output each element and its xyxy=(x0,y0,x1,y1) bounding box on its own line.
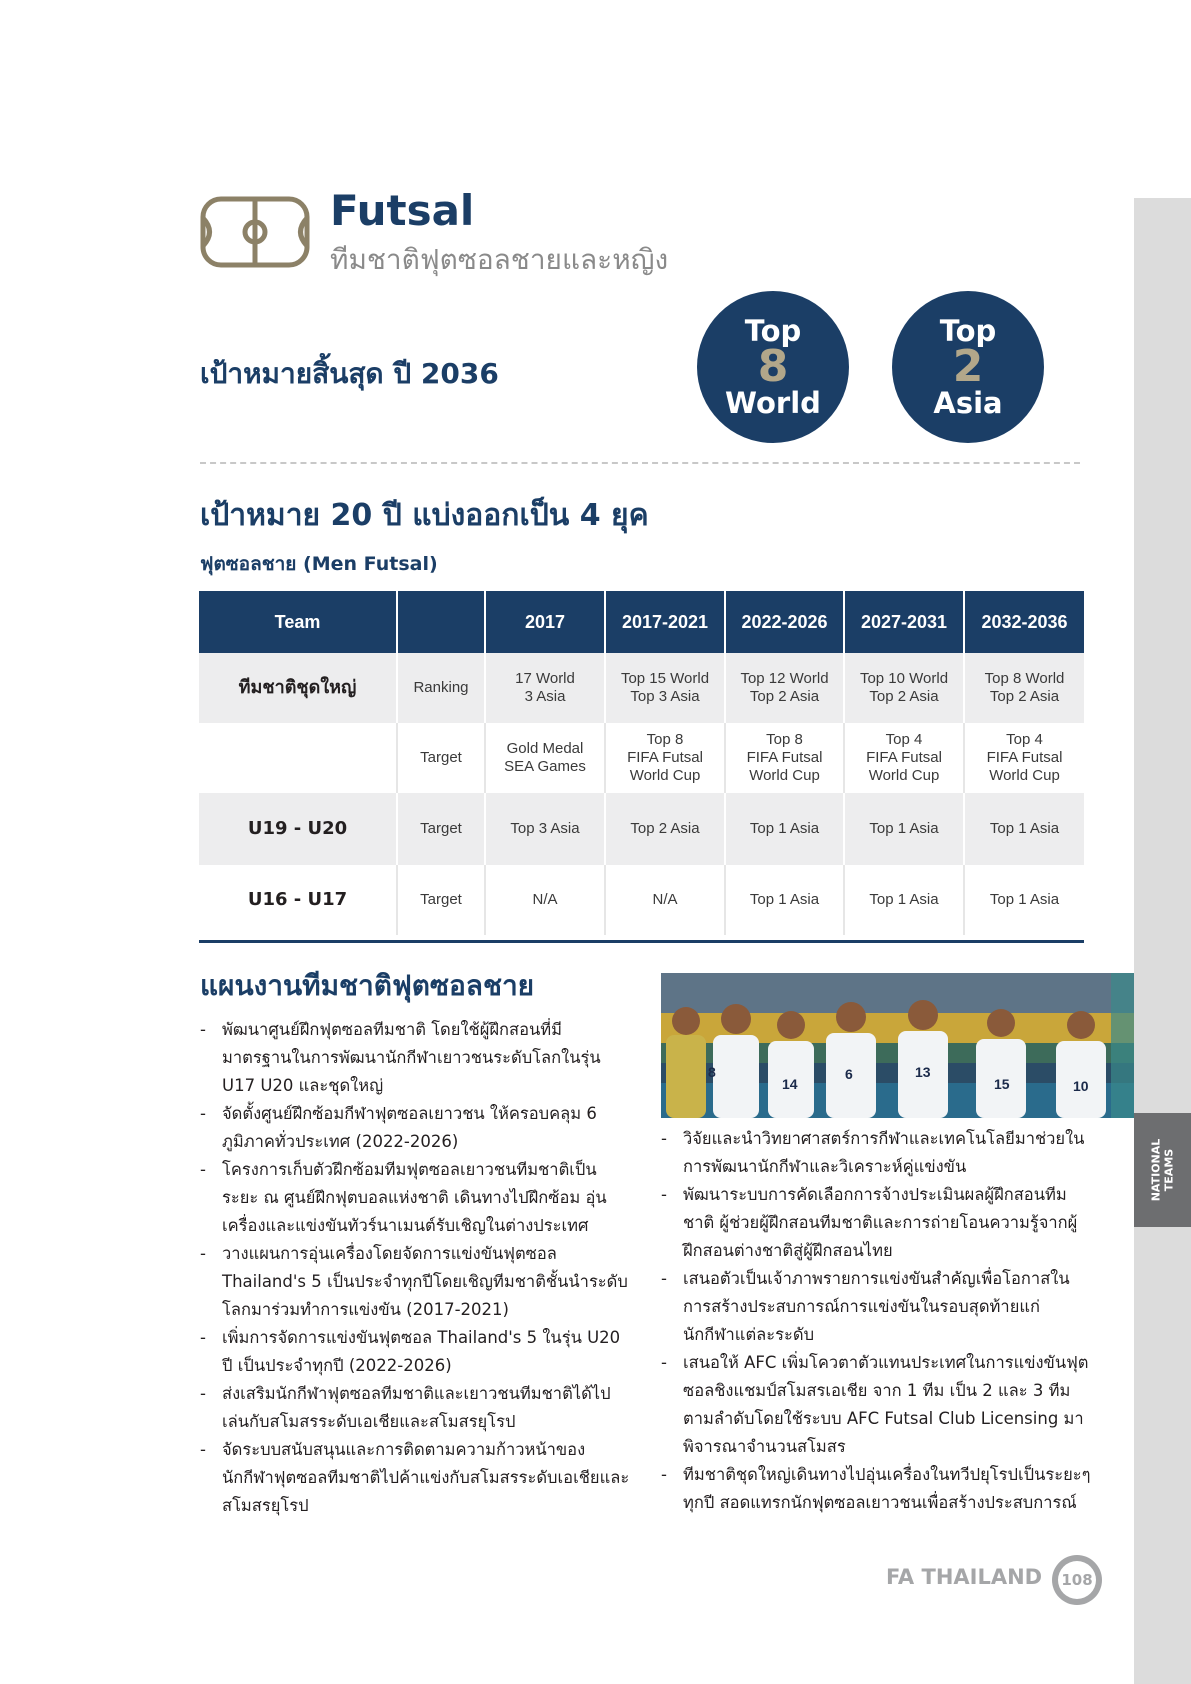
table-cell: N/A xyxy=(485,865,605,935)
table-cell: Top 12 World Top 2 Asia xyxy=(725,653,844,723)
list-item: - จัดตั้งศูนย์ฝึกซ้อมกีฬาฟุตซอลเยาวชน ให้ครอบคลุม 6 ภูมิภาคทั่วประเทศ (2022-2026) xyxy=(200,1100,630,1156)
list-item: - ทีมชาติชุดใหญ่เดินทางไปอุ่นเครื่องในทวีปยุโรปเป็นระยะๆ ทุกปี สอดแทรกนักฟุตซอลเยาวชนเพื่อสร้างประสบการณ์ xyxy=(661,1461,1091,1517)
table-header-row xyxy=(199,591,1084,653)
list-item: - โครงการเก็บตัวฝึกซ้อมทีมฟุตซอลเยาวชนทีมชาติเป็นระยะ ณ ศูนย์ฝึกฟุตบอลแห่งชาติ เดินทางไปฝึกซ้อม อุ่นเครื่องและแข่งขันทัวร์นาเมนต์รับเชิญในต่างประเทศ xyxy=(200,1156,630,1240)
table-cell: Top 1 Asia xyxy=(844,793,964,865)
section-divider xyxy=(200,462,1080,464)
table-cell: N/A xyxy=(605,865,725,935)
table-cell: Top 15 World Top 3 Asia xyxy=(605,653,725,723)
jersey-number: 6 xyxy=(845,1066,853,1082)
badge-bottom-label: Asia xyxy=(933,386,1003,420)
table-header-cell xyxy=(397,591,485,653)
type-cell: Target xyxy=(397,865,485,935)
plan-list-left xyxy=(200,1016,630,1520)
table-cell: Top 1 Asia xyxy=(725,865,844,935)
section-side-tab xyxy=(1134,1113,1191,1227)
page-number: 108 xyxy=(1058,1561,1096,1599)
badge-bottom-label: World xyxy=(725,386,821,420)
page-number-badge xyxy=(1052,1555,1102,1605)
table-header-cell: 2017 xyxy=(485,591,605,653)
table-row xyxy=(199,653,1084,723)
footer-brand-logo: FA THAILAND xyxy=(886,1565,1043,1589)
table-row xyxy=(199,793,1084,865)
badge-number: 2 xyxy=(952,341,984,392)
table-cell: Top 3 Asia xyxy=(485,793,605,865)
badge-number: 8 xyxy=(757,341,789,392)
futsal-court-icon xyxy=(200,196,310,268)
list-item: - พัฒนาระบบการคัดเลือกการจ้างประเมินผลผู้ฝึกสอนทีมชาติ ผู้ช่วยผู้ฝึกสอนทีมชาติและการถ่ายโอนความรู้จากผู้ฝึกสอนต่างชาติสู่ผู้ฝึกสอนไทย xyxy=(661,1181,1091,1265)
table-header-cell: 2017-2021 xyxy=(605,591,725,653)
team-cell xyxy=(199,723,397,793)
section-heading: เป้าหมาย 20 ปี แบ่งออกเป็น 4 ยุค xyxy=(200,498,649,533)
plan-list-right xyxy=(661,1125,1091,1517)
jersey-number: 14 xyxy=(782,1076,798,1092)
table-cell: 17 World 3 Asia xyxy=(485,653,605,723)
table-cell: Gold Medal SEA Games xyxy=(485,723,605,793)
table-row xyxy=(199,865,1084,935)
side-tab-label: NATIONAL TEAMS xyxy=(1149,1138,1176,1202)
table-cell: Top 1 Asia xyxy=(964,865,1084,935)
goal-badge-asia xyxy=(892,291,1044,443)
list-item: - จัดระบบสนับสนุนและการติดตามความก้าวหน้าของนักกีฬาฟุตซอลทีมชาติไปค้าแข่งกับสโมสรระดับเอเชียและสโมสรยุโรป xyxy=(200,1436,630,1520)
table-header-cell: 2032-2036 xyxy=(964,591,1084,653)
team-cell: ทีมชาติชุดใหญ่ xyxy=(199,653,397,723)
plan-heading: แผนงานทีมชาติฟุตซอลชาย xyxy=(200,969,535,1002)
table-cell: Top 1 Asia xyxy=(964,793,1084,865)
table-header-cell: 2027-2031 xyxy=(844,591,964,653)
jersey-number: 10 xyxy=(1073,1078,1089,1094)
team-photo xyxy=(661,973,1134,1118)
goal-heading: เป้าหมายสิ้นสุด ปี 2036 xyxy=(200,357,499,390)
table-row xyxy=(199,723,1084,793)
table-cell: Top 4 FIFA Futsal World Cup xyxy=(964,723,1084,793)
table-bottom-rule xyxy=(199,940,1084,943)
list-item: - วิจัยและนำวิทยาศาสตร์การกีฬาและเทคโนโลยีมาช่วยในการพัฒนานักกีฬาและวิเคราะห์คู่แข่งขัน xyxy=(661,1125,1091,1181)
table-header-cell: Team xyxy=(199,591,397,653)
table-cell: Top 4 FIFA Futsal World Cup xyxy=(844,723,964,793)
list-item: - เสนอให้ AFC เพิ่มโควตาตัวแทนประเทศในการแข่งขันฟุตซอลชิงแชมป์สโมสรเอเชีย จาก 1 ทีม เป็น 2 และ 3 ทีมตามลำดับโดยใช้ระบบ AFC Futsal Club Licensing มาพิจารณาจำนวนสโมสร xyxy=(661,1349,1091,1461)
type-cell: Target xyxy=(397,793,485,865)
table-cell: Top 8 FIFA Futsal World Cup xyxy=(725,723,844,793)
page-title: Futsal xyxy=(330,186,475,235)
type-cell: Target xyxy=(397,723,485,793)
table-cell: Top 1 Asia xyxy=(725,793,844,865)
list-item: - พัฒนาศูนย์ฝึกฟุตซอลทีมชาติ โดยใช้ผู้ฝึกสอนที่มีมาตรฐานในการพัฒนานักกีฬาเยาวชนระดับโลกในรุ่น U17 U20 และชุดใหญ่ xyxy=(200,1016,630,1100)
team-cell: U19 - U20 xyxy=(199,793,397,865)
section-subheading: ฟุตซอลชาย (Men Futsal) xyxy=(200,553,438,575)
table-cell: Top 10 World Top 2 Asia xyxy=(844,653,964,723)
table-cell: Top 8 World Top 2 Asia xyxy=(964,653,1084,723)
table-cell: Top 1 Asia xyxy=(844,865,964,935)
page-subtitle: ทีมชาติฟุตซอลชายและหญิง xyxy=(330,243,669,276)
badge-top-label: Top xyxy=(744,314,802,348)
team-cell: U16 - U17 xyxy=(199,865,397,935)
list-item: - ส่งเสริมนักกีฬาฟุตซอลทีมชาติและเยาวชนทีมชาติได้ไปเล่นกับสโมสรระดับเอเชียและสโมสรยุโรป xyxy=(200,1380,630,1436)
badge-top-label: Top xyxy=(939,314,997,348)
jersey-number: 8 xyxy=(708,1064,716,1080)
list-item: - วางแผนการอุ่นเครื่องโดยจัดการแข่งขันฟุตซอล Thailand's 5 เป็นประจำทุกปีโดยเชิญทีมชาติชั้นนำระดับโลกมาร่วมทำการแข่งขัน (2017-2021) xyxy=(200,1240,630,1324)
goal-badge-world xyxy=(697,291,849,443)
side-strip xyxy=(1134,198,1191,1684)
list-item: - เสนอตัวเป็นเจ้าภาพรายการแข่งขันสำคัญเพื่อโอกาสในการสร้างประสบการณ์การแข่งขันในรอบสุดท้ายแก่นักกีฬาแต่ละระดับ xyxy=(661,1265,1091,1349)
type-cell: Ranking xyxy=(397,653,485,723)
table-header-cell: 2022-2026 xyxy=(725,591,844,653)
list-item: - เพิ่มการจัดการแข่งขันฟุตซอล Thailand's 5 ในรุ่น U20 ปี เป็นประจำทุกปี (2022-2026) xyxy=(200,1324,630,1380)
jersey-number: 13 xyxy=(915,1064,931,1080)
jersey-number: 15 xyxy=(994,1076,1010,1092)
table-cell: Top 8 FIFA Futsal World Cup xyxy=(605,723,725,793)
targets-table xyxy=(199,591,1084,935)
table-cell: Top 2 Asia xyxy=(605,793,725,865)
